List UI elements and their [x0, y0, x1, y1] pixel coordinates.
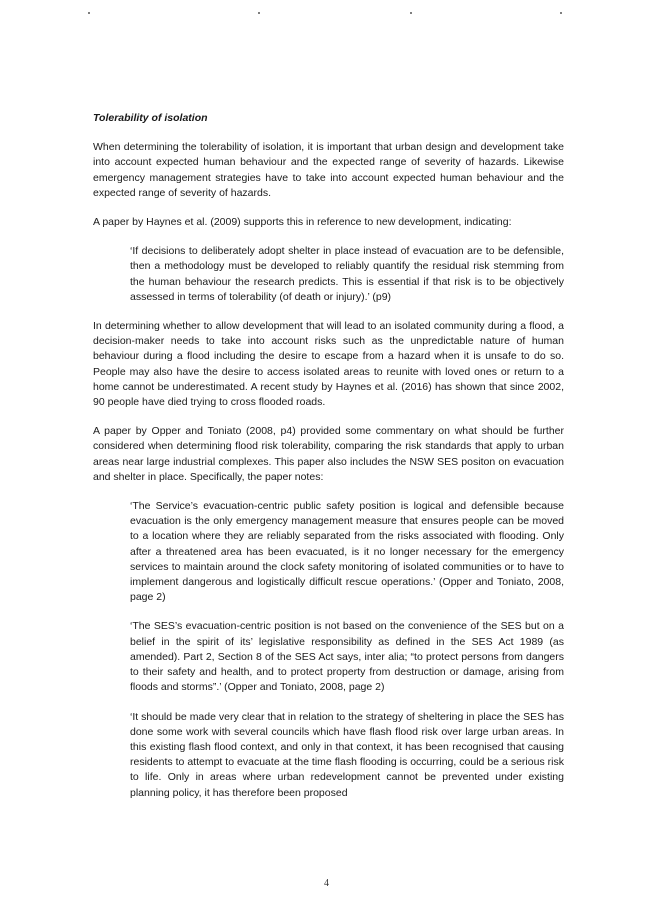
section-heading: Tolerability of isolation: [93, 112, 208, 124]
body-paragraph: A paper by Haynes et al. (2009) supports this in reference to new development, indicating:: [93, 216, 512, 229]
body-paragraph: When determining the tolerability of isolation, it is important that urban design and development take into account expected human behaviour and the expected range of severity of hazards. Likewise emergency management strategies have to take into account expected human behaviour and the expected range of severity of hazards.: [93, 141, 564, 199]
scan-artifact: [410, 12, 412, 14]
block-quote: ‘If decisions to deliberately adopt shelter in place instead of evacuation are to be defensible, then a methodology must be developed to reliably quantify the residual risk stemming from the human behaviour the research predicts. This is essential if that risk is to be objectively assessed in terms of tolerability (of death or injury).’ (p9): [130, 245, 564, 303]
scan-artifact: [258, 12, 260, 14]
block-quote: ‘The SES’s evacuation-centric position is not based on the convenience of the SES but on a belief in the spirit of its’ legislative responsibility as defined in the SES Act 1989 (as amended). Part 2, Section 8 of the SES Act says, inter alia; “to protect persons from dangers to their safety and health, and to protect property from destruction or damage, arising from floods and storms”.’ (Opper and Toniato, 2008, page 2): [130, 620, 564, 694]
body-paragraph: In determining whether to allow development that will lead to an isolated community during a flood, a decision-maker needs to take into account risks such as the unpredictable nature of human behaviour during a flood including the desire to escape from a hazard when it is unsafe to do so. People may also have the desire to access isolated areas to reunite with loved ones or return to a home cannot be underestimated. A recent study by Haynes et al. (2016) has shown that since 2002, 90 people have died trying to cross flooded roads.: [93, 320, 564, 409]
page-number: 4: [324, 878, 329, 889]
scan-artifact: [88, 12, 90, 14]
body-paragraph: A paper by Opper and Toniato (2008, p4) provided some commentary on what should be further considered when determining flood risk tolerability, comparing the risk standards that apply to urban areas near large industrial complexes. This paper also includes the NSW SES positon on evacuation and shelter in place. Specifically, the paper notes:: [93, 425, 564, 483]
scan-artifact: [560, 12, 562, 14]
document-page: [93, 111, 564, 815]
block-quote: ‘The Service’s evacuation-centric public safety position is logical and defensible because evacuation is the only emergency management measure that ensures people can be moved to a location where they are reliably separated from the risks associated with flooding. Only after a threatened area has been evacuated, is it no longer necessary for the emergency services to maintain around the clock safety monitoring of isolated communities or to have to implement dangerous and logistically difficult rescue operations.’ (Opper and Toniato, 2008, page 2): [130, 500, 564, 604]
block-quote: ‘It should be made very clear that in relation to the strategy of sheltering in place the SES has done some work with several councils which have flash flood risk over large urban areas. In this existing flash flood context, and only in that context, it has been recognised that causing residents to attempt to evacuate at the time flash flooding is occurring, could be a serious risk to life. Only in areas where urban redevelopment cannot be prevented under existing planning policy, it has therefore been proposed: [130, 710, 564, 799]
